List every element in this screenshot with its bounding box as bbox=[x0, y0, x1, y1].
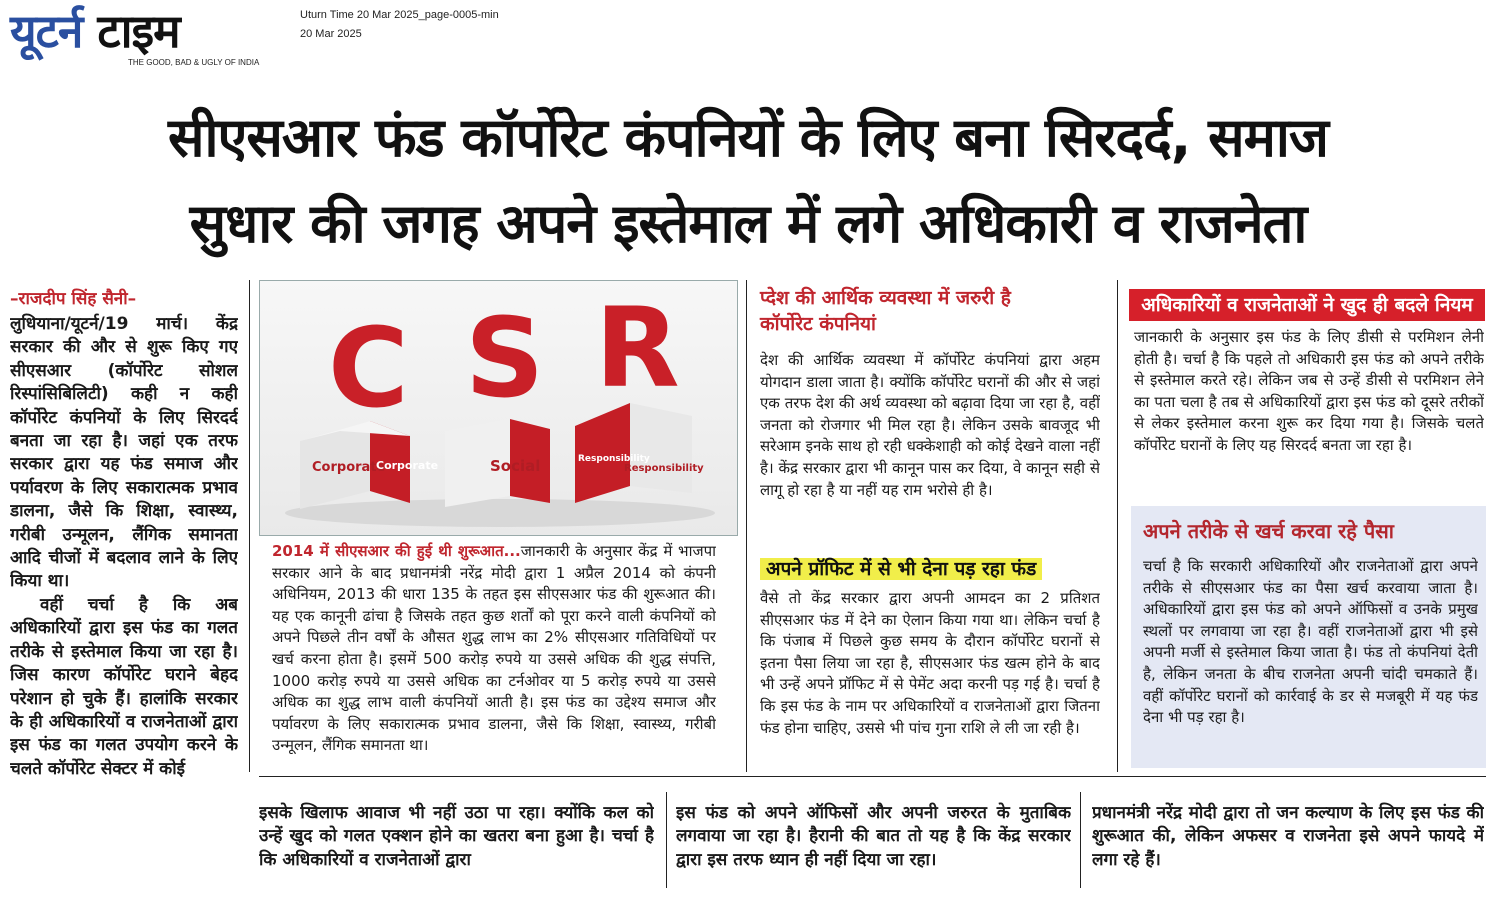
bottom-column-2: इसके खिलाफ आवाज भी नहीं उठा पा रहा। क्योंकि कल को उन्हें खुद को गलत एक्शन होने का खतरा बना हुआ है। चर्चा है कि अधिकारियों व राजनेताओं द्वारा bbox=[259, 803, 654, 870]
bottom-column-4: प्रधानमंत्री नरेंद्र मोदी द्वारा तो जन कल्याण के लिए इस फंड की शुरूआत की, लेकिन अफसर व राजनेता इसे अपने फायदे में लगा रहे हैं। bbox=[1092, 803, 1484, 870]
col4-subhead: अधिकारियों व राजनेताओं ने खुद ही बदले नियम bbox=[1129, 289, 1485, 321]
caption-body: जानकारी के अनुसार केंद्र में भाजपा सरकार आने के बाद प्रधानमंत्री नरेंद्र मोदी द्वारा 1 अप्रैल 2014 को कंपनी अधिनियम, 2013 की धारा 135 के तहत इस सीएसआर फंड की शुरूआत की। यह एक कानूनी ढांचा है जिसके तहत कुछ शर्तों को पूरा करने वाली कंपनियों को अपने पिछले तीन वर्षों के औसत शुद्ध लाभ का 2% सीएसआर गतिविधियों पर खर्च करना होता है। इसमें 500 करोड़ रुपये या उससे अधिक की शुद्ध संपत्ति, 1000 करोड़ रुपये या उससे अधिक का टर्नओवर या 5 करोड़ रुपये या उससे अधिक का शुद्ध लाभ वाली कंपनियों आती है। इस फंड का उद्देश्य समाज और पर्यावरण के लिए सकारात्मक प्रभाव डालना, जैसे कि शिक्षा, स्वास्थ्य, गरीबी उन्मूलन, लैंगिक समानता था। bbox=[272, 542, 716, 755]
cube-word: Social bbox=[490, 457, 541, 475]
col3-subhead-2-wrap bbox=[760, 554, 1100, 584]
column-rule bbox=[666, 792, 667, 888]
article-column-1 bbox=[10, 313, 238, 900]
byline: –राजदीप सिंह सैनी– bbox=[10, 289, 137, 309]
bottom-column-3: इस फंड को अपने ऑफिसों और अपनी जरुरत के मुताबिक लगवाया जा रहा है। हैरानी की बात तो यह है कि केंद्र सरकार द्वारा इस तरफ ध्यान ही नहीं दिया जा रहा। bbox=[676, 803, 1071, 870]
section-rule bbox=[259, 776, 1486, 777]
cube-word: Responsibility bbox=[578, 454, 650, 464]
logo-part1: यूटर्न bbox=[10, 4, 83, 58]
col1-paragraph-2: वहीं चर्चा है कि अब अधिकारियों द्वारा इस फंड का गलत तरीके से इस्तेमाल किया जा रहा है। जिस कारण कॉर्पोरेट घराने बेहद परेशान हो चुके हैं। हालांकि सरकार के ही अधिकारियों व राजनेताओं द्वारा इस फंड का गलत उपयोग करने के चलते कॉर्पोरेट सेक्टर में कोई bbox=[10, 594, 238, 779]
column-rule bbox=[1080, 792, 1081, 888]
file-name: Uturn Time 20 Mar 2025_page-0005-min bbox=[300, 9, 499, 21]
col4-body-2: चर्चा है कि सरकारी अधिकारियों और राजनेताओं द्वारा अपने तरीके से सीएसआर फंड का पैसा खर्च करवाया जाता है। अधिकारियों द्वारा इस फंड को अपने ऑफिसों व उनके प्रमुख स्थलों पर लगवाया जा रहा है। वहीं राजनेताओं द्वारा भी इसे अपनी मर्जी से इस्तेमाल किया जाता है। फंड तो कंपनियां देती है, लेकिन जनता के बीच राजनेता अपनी चांदी चमकाते हैं। वहीं कॉर्पोरेट घरानों को कार्रवाई के डर से मजबूरी में यह फंड देना भी पड़ रहा है। bbox=[1143, 557, 1478, 727]
headline-line2: सुधार की जगह अपने इस्तेमाल में लगे अधिकारी व राजनेता bbox=[189, 192, 1307, 255]
cube-face bbox=[630, 403, 692, 493]
column-rule bbox=[1117, 280, 1118, 772]
col1-paragraph-1: लुधियाना/यूटर्न/19 मार्च। केंद्र सरकार की और से शुरू किए गए सीएसआर (कॉर्पोरेट सोशल रिस्पांसिबिलिटी) कही न कही कॉर्पोरेट कंपनियों के लिए सिरदर्द बनता जा रहा है। जहां एक तरफ सरकार द्वारा यह फंड समाज और पर्यावरण के लिए सकारात्मक प्रभाव डालना, जैसे कि शिक्षा, स्वास्थ्य, गरीबी उन्मूलन, लैंगिक समानता आदि चीजों में बदलाव लाने के लिए किया था। bbox=[10, 314, 238, 592]
csr-photo bbox=[259, 280, 738, 536]
col4-body: जानकारी के अनुसार इस फंड के लिए डीसी से परमिशन लेनी होती है। चर्चा है कि पहले तो अधिकारी इस फंड को अपने तरीके से इस्तेमाल करते रहे। लेकिन जब से उन्हें डीसी से परमिशन लेने का पता चला है तब से अधिकारियों द्वारा इस फंड को दूसरे तरीकों से लेकर इस्तेमाल करना शुरू कर दिया गया है। जिसके चलते कॉर्पोरेट घरानों के लिए यह सिरदर्द बनता जा रहा है। bbox=[1134, 328, 1484, 454]
col3-subhead-2: अपने प्रॉफिट में से भी देना पड़ रहा फंड bbox=[760, 558, 1042, 580]
cube-face bbox=[575, 403, 630, 503]
column-rule bbox=[249, 280, 250, 772]
letter-s: S bbox=[465, 294, 545, 422]
col3-subhead: प्देश की आर्थिक व्यवस्था में जरुरी है कॉर्पोरेट कंपनियां bbox=[760, 287, 1011, 335]
headline-line1: सीएसआर फंड कॉर्पोरेट कंपनियों के लिए बना सिरदर्द, समाज bbox=[168, 106, 1328, 169]
col3-body: देश की आर्थिक व्यवस्था में कॉर्पोरेट कंपनियां द्वारा अहम योगदान डाला जाता है। क्योंकि कॉर्पोरेट घरानों की और से जहां एक तरफ देश की अर्थ व्यवस्था को बढ़ावा दिया जा रहा है, वहीं जनता को रोजगार भी मिल रहा है। लेकिन उसके बावजूद भी सरेआम इनके साथ हो रही धक्केशाही को कोई देखने वाला नहीं है। केंद्र सरकार द्वारा भी कानून पास कर दिया, वे कानून सही से लागू हो रहा है या नहीं यह राम भरोसे ही है। bbox=[760, 351, 1100, 499]
logo-tagline: THE GOOD, BAD & UGLY OF INDIA bbox=[128, 58, 260, 67]
photo-caption bbox=[272, 541, 716, 771]
column-rule bbox=[746, 280, 747, 772]
cube-word: Corporate bbox=[376, 459, 439, 472]
col3-body-2: वैसे तो केंद्र सरकार द्वारा अपनी आमदन का 2 प्रतिशत सीएसआर फंड में देने का ऐलान किया गया था। लेकिन चर्चा है कि पंजाब में पिछले कुछ समय के दौरान कॉर्पोरेट घरानों से इतना पैसा लिया जा रहा है, सीएसआर फंड खत्म होने के बाद भी उन्हें अपने प्रॉफिट में से पेमेंट अदा करनी पड़ गई है। चर्चा है कि इस फंड के नाम पर अधिकारियों व राजनेताओं द्वारा जितना फंड होना चाहिए, उससे भी पांच गुना राशि ले ली जा रही है। bbox=[760, 589, 1100, 737]
col4-subhead-2: अपने तरीके से खर्च करवा रहे पैसा bbox=[1143, 519, 1394, 543]
masthead-logo bbox=[10, 4, 292, 70]
csr-cubes-graphic bbox=[260, 281, 737, 535]
cube-word: Corporate bbox=[312, 460, 386, 475]
letter-c: C bbox=[328, 304, 409, 432]
issue-date: 20 Mar 2025 bbox=[300, 28, 362, 40]
cube-word: Responsibility bbox=[624, 463, 704, 474]
letter-r: R bbox=[595, 284, 680, 412]
logo-part2: टाइम bbox=[97, 4, 180, 58]
caption-lead: 2014 में सीएसआर की हुई थी शुरूआत... bbox=[272, 542, 521, 560]
